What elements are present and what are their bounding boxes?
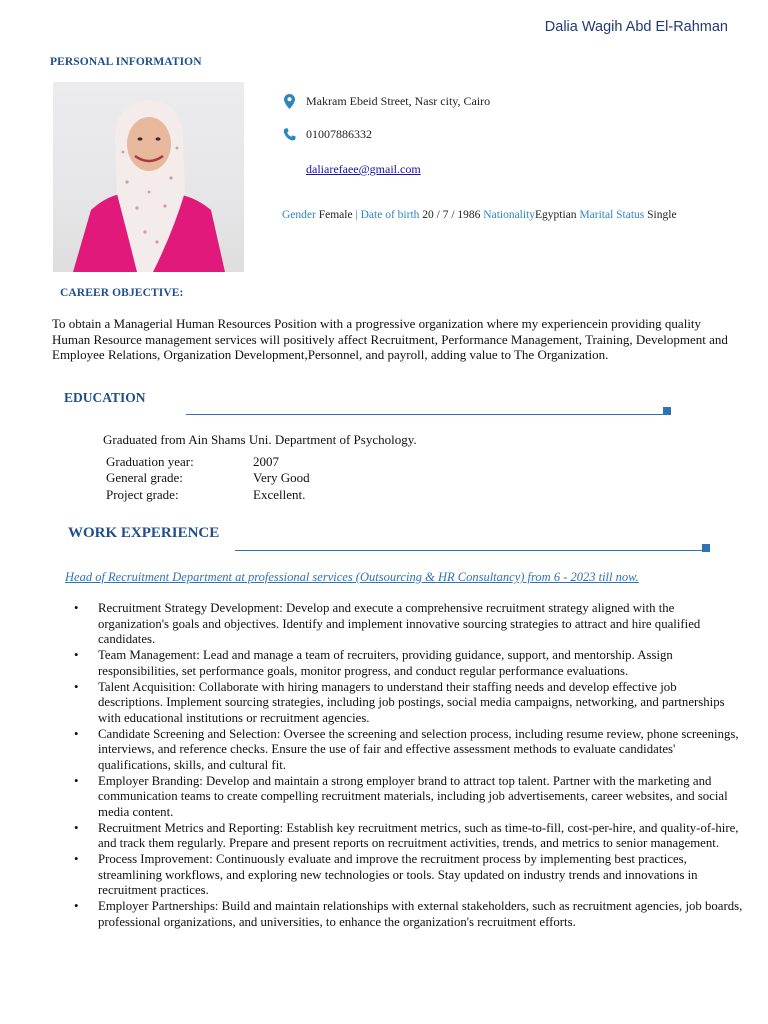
email-row: [306, 162, 421, 177]
list-item: • Recruitment Strategy Development: Develop and execute a comprehensive recruitment strategy aligned with the organization's goals and objectives. Identify and implement innovative sourcing strategies to attract and hire qualified candidates.: [74, 601, 701, 647]
address-text: Makram Ebeid Street, Nasr city, Cairo: [306, 93, 491, 108]
phone-row: [282, 126, 372, 142]
education-details: [106, 454, 310, 503]
career-objective-heading: CAREER OBJECTIVE:: [60, 287, 184, 299]
gender-label: Gender: [282, 209, 316, 221]
phone-icon: [282, 126, 296, 142]
map-pin-icon: [282, 93, 296, 109]
education-row: General grade: Very Good: [106, 470, 310, 486]
job-title: Head of Recruitment Department at professional services (Outsourcing & HR Consultancy) from 6 - 2023 till now.: [65, 570, 639, 584]
responsibilities-list: [74, 601, 744, 931]
profile-photo: [53, 82, 244, 272]
education-heading: EDUCATION: [64, 390, 146, 405]
list-item: • Candidate Screening and Selection: Oversee the screening and selection process, including resume review, phone screenings, interviews, and reference checks. Ensure the use of fair and effective assessment methods to evaluate candidates' qualifications, skills, and cultural fit.: [74, 726, 739, 772]
marital-value: Single: [647, 209, 677, 221]
marital-label: Marital Status: [579, 209, 645, 221]
list-item: • Recruitment Metrics and Reporting: Establish key recruitment metrics, such as time-to-fill, cost-per-hire, and quality-of-hire, and track them regularly. Prepare and present reports on recruitment activities, trends, and metrics to senior management.: [74, 820, 739, 851]
list-item: • Process Improvement: Continuously evaluate and improve the recruitment process by implementing best practices, streamlining workflows, and exploring new technologies or tools. Stay updated on industry trends and innovations in recruitment practices.: [74, 852, 698, 898]
list-item: • Talent Acquisition: Collaborate with hiring managers to understand their staffing needs and develop effective job descriptions. Implement sourcing strategies, including job postings, social media campaigns, networking, and partnerships with educational institutions or recruitment agencies.: [74, 679, 725, 725]
education-divider: [186, 414, 664, 415]
email-link[interactable]: daliarefaee@gmail.com: [306, 162, 421, 176]
list-item: • Team Management: Lead and manage a team of recruiters, providing guidance, support, and mentorship. Assign responsibilities, set performance goals, monitor progress, and conduct regular performance evaluations.: [74, 648, 673, 678]
personal-info-heading: PERSONAL INFORMATION: [50, 56, 202, 68]
work-divider: [235, 550, 703, 551]
list-item: • Employer Partnerships: Build and maintain relationships with external stakeholders, such as recruitment agencies, job boards, professional organizations, and universities, to enhance the organization's recruitment efforts.: [74, 899, 743, 929]
work-experience-heading: WORK EXPERIENCE: [68, 525, 220, 541]
dob-label: | Date of birth: [355, 209, 420, 221]
list-item: • Employer Branding: Develop and maintain a strong employer brand to attract top talent. Partner with the marketing and communication teams to create compelling recruitment materials, including job advertisements, career websites, and social media content.: [74, 773, 728, 819]
address-row: [282, 93, 490, 109]
work-divider-end: [702, 544, 710, 552]
dob-value: 20 / 7 / 1986: [422, 209, 481, 221]
education-row: Graduation year: 2007: [106, 454, 279, 469]
education-row: Project grade: Excellent.: [106, 486, 306, 502]
nationality-value: Egyptian: [535, 209, 577, 221]
candidate-name: Dalia Wagih Abd El-Rahman: [544, 19, 728, 35]
career-objective-text: To obtain a Managerial Human Resources Position with a progressive organization where my experiencein providing quality Human Resource management services will positively affect Recruitment, Performance Management, Training, Development and Employee Relations, Organization Development,Personnel, and payroll, adding value to The Organization.: [52, 316, 728, 362]
gender-value: Female: [318, 209, 353, 221]
phone-text: 01007886332: [306, 126, 372, 141]
education-divider-end: [663, 407, 671, 415]
nationality-label: Nationality: [483, 209, 536, 221]
education-degree: Graduated from Ain Shams Uni. Department of Psychology.: [103, 432, 417, 447]
personal-details: [282, 209, 677, 221]
